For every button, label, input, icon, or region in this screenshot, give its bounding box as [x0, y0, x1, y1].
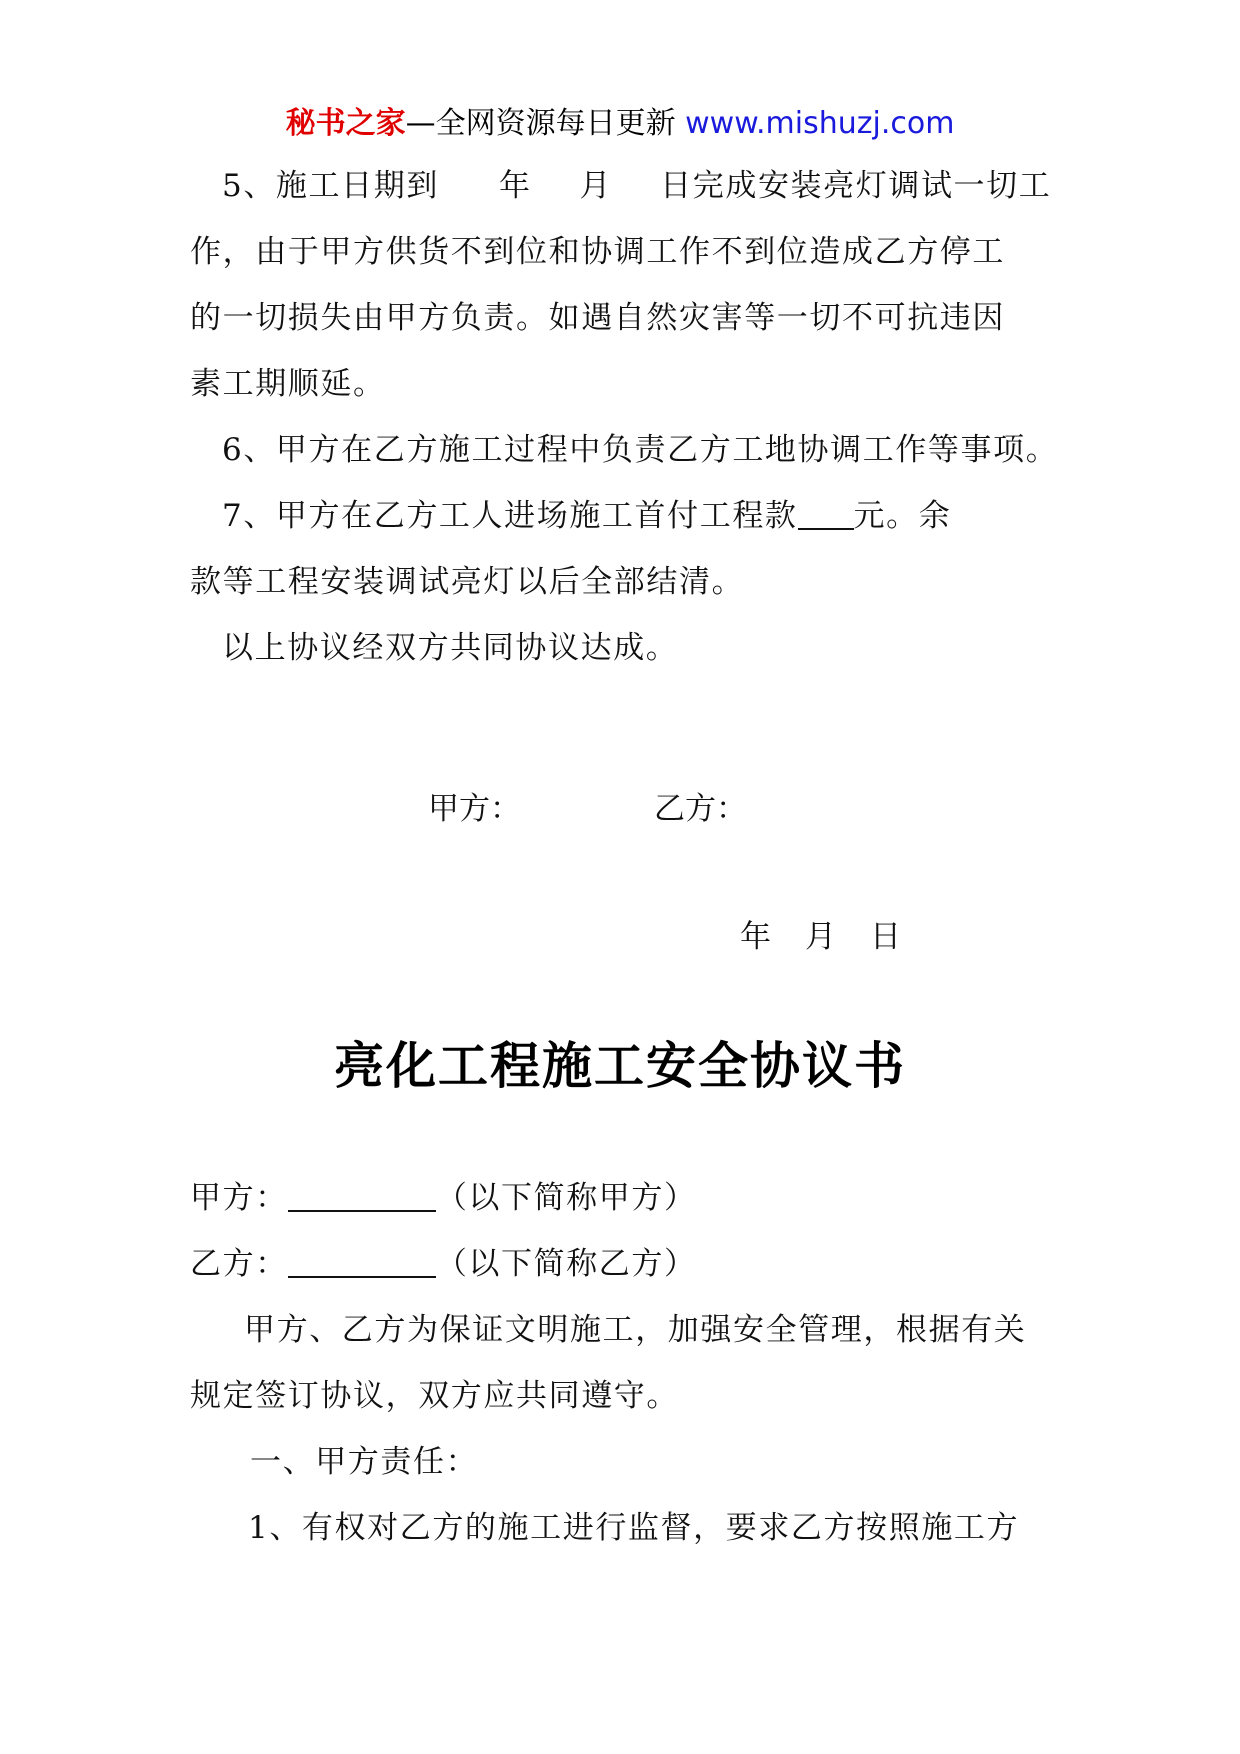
closing-statement: 以上协议经双方共同协议达成。: [222, 630, 679, 666]
intro-line-2: 规定签订协议，双方应共同遵守。: [190, 1378, 679, 1414]
party-a-line: [190, 1176, 1070, 1220]
clause-7-suffix: 元。余: [853, 498, 952, 534]
clause-5-line-4: 素工期顺延。: [190, 366, 386, 402]
party-b-label: 乙方：: [190, 1246, 288, 1282]
clause-5-prefix: 5、施工日期到: [222, 168, 439, 204]
clause-5-month: 月: [579, 168, 613, 204]
party-b-line: [190, 1242, 1070, 1286]
clause-5-year: 年: [498, 168, 532, 204]
intro-line-1: 甲方、乙方为保证文明施工，加强安全管理，根据有关: [244, 1312, 1027, 1348]
clause-5-line-3: 的一切损失由甲方负责。如遇自然灾害等一切不可抗违因: [190, 300, 1005, 336]
clause-5-suffix: 日完成安装亮灯调试一切工: [660, 168, 1052, 204]
clause-5-line-2: 作，由于甲方供货不到位和协调工作不到位造成乙方停工: [190, 234, 1005, 270]
signature-party-a: 甲方：: [428, 791, 521, 827]
payment-amount-blank: [798, 498, 854, 530]
signature-date: [740, 915, 935, 959]
party-a-note: （以下简称甲方）: [435, 1180, 697, 1216]
party-a-label: 甲方：: [190, 1180, 288, 1216]
clause-7-line-2: 款等工程安装调试亮灯以后全部结清。: [190, 564, 745, 600]
party-b-name-blank: [288, 1246, 436, 1278]
banner-url[interactable]: www.mishuzj.com: [685, 106, 955, 141]
date-day: 日: [870, 919, 901, 955]
site-banner: [0, 104, 1240, 144]
section-1-heading: 一、甲方责任：: [250, 1444, 479, 1480]
banner-slogan: —全网资源每日更新: [405, 106, 676, 141]
clause-7-prefix: 7、甲方在乙方工人进场施工首付工程款: [222, 498, 798, 534]
signature-party-b: 乙方：: [654, 791, 747, 827]
banner-brand: 秘书之家: [285, 106, 406, 141]
section-1-item-1: 1、有权对乙方的施工进行监督，要求乙方按照施工方: [248, 1510, 1020, 1546]
date-year: 年: [740, 919, 771, 955]
party-b-note: （以下简称乙方）: [435, 1246, 697, 1282]
clause-6: 6、甲方在乙方施工过程中负责乙方工地协调工作等事项。: [222, 432, 1059, 468]
agreement-title: 亮化工程施工安全协议书: [334, 1037, 906, 1095]
clause-5-line-1: [222, 164, 1102, 208]
party-a-name-blank: [288, 1180, 436, 1212]
date-month: 月: [805, 919, 836, 955]
clause-7-line-1: [222, 494, 1102, 538]
